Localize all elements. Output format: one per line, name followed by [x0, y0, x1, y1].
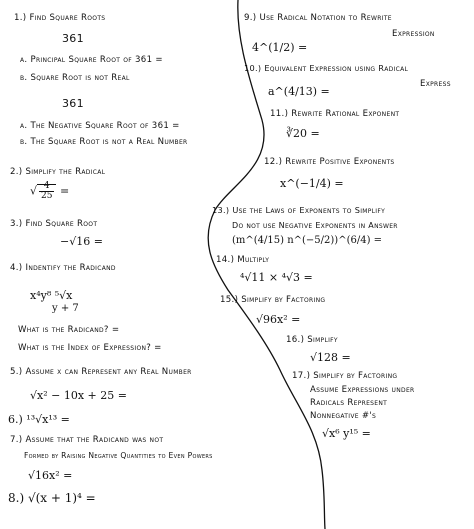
problem-5-expression: √x² − 10x + 25 = [30, 389, 127, 402]
problem-4-radicand-question: What is the Radicand? = [18, 325, 120, 335]
problem-16-title: 16.) Simplify [286, 335, 338, 345]
problem-2-numerator: 4 [39, 182, 54, 192]
problem-7-expression: √16x² = [28, 469, 73, 482]
problem-7-line-2: Formed by Raising Negative Quantities to Even Powers [24, 451, 213, 460]
problem-1-number: 361 [62, 32, 84, 45]
problem-9-line-2: Expression [392, 29, 435, 39]
problem-7-line-1: 7.) Assume that the Radicand was not [10, 435, 164, 445]
problem-12-expression: x^(−1/4) = [280, 177, 344, 190]
problem-4-denominator: y + 7 [52, 303, 79, 314]
problem-17-expression: √x⁶ y¹⁵ = [322, 427, 371, 440]
problem-11-title: 11.) Rewrite Rational Exponent [270, 109, 400, 119]
problem-2-equals: = [59, 184, 70, 198]
problem-3-title: 3.) Find Square Root [10, 219, 98, 229]
problem-2-denominator: 25 [41, 191, 53, 201]
problem-17-line-3: Radicals Represent [310, 398, 388, 408]
problem-17-line-1: 17.) Simplify by Factoring [292, 371, 398, 381]
problem-10-line-1: 10.) Equivalent Expression using Radical [244, 63, 409, 73]
problem-3-expression: −√16 = [60, 235, 103, 248]
problem-14-title: 14.) Multiply [216, 255, 270, 265]
problem-11-expression: ∛20 = [286, 127, 320, 140]
problem-13-line-2: Do not use Negative Exponents in Answer [232, 221, 398, 230]
problem-5-title: 5.) Assume x can Represent any Real Number [10, 367, 192, 377]
problem-1-title: 1.) Find Square Roots [14, 13, 106, 23]
problem-13-line-1: 13.) Use the Laws of Exponents to Simplify [212, 205, 386, 215]
problem-10-expression: a^(4/13) = [268, 85, 330, 98]
problem-17-line-2: Assume Expressions under [310, 385, 415, 395]
problem-17-line-4: Nonnegative #'s [310, 411, 377, 421]
problem-16-expression: √128 = [310, 351, 351, 364]
problem-9-line-1: 9.) Use Radical Notation to Rewrite [244, 13, 392, 23]
problem-15-expression: √96x² = [256, 313, 301, 326]
problem-10-line-2: Express [420, 79, 451, 89]
problem-4-index-question: What is the Index of Expression? = [18, 343, 162, 353]
problem-8-expression: 8.) √(x + 1)⁴ = [8, 491, 96, 505]
problem-12-title: 12.) Rewrite Positive Exponents [264, 157, 395, 167]
problem-1-part-b-2: b. The Square Root is not a Real Number [20, 137, 188, 147]
problem-2-expression: √ $\frac{4}{25}$ = [30, 181, 70, 201]
problem-4-expression: x⁴y⁸ ⁵√x [30, 289, 73, 302]
problem-9-expression: 4^(1/2) = [252, 41, 308, 54]
problem-1-part-b: b. Square Root is not Real [20, 73, 130, 83]
problem-1-part-a: a. Principal Square Root of 361 = [20, 55, 163, 65]
problem-4-title: 4.) Indentify the Radicand [10, 263, 116, 273]
problem-13-expression: (m^(4/15) n^(−5/2))^(6/4) = [232, 235, 383, 246]
problem-14-expression: ⁴√11 × ⁴√3 = [240, 271, 313, 284]
problem-1-part-a-2: a. The Negative Square Root of 361 = [20, 121, 180, 131]
problem-6-expression: 6.) ¹³√x¹³ = [8, 413, 70, 426]
problem-1-number-2: 361 [62, 97, 84, 110]
problem-2-title: 2.) Simplify the Radical [10, 167, 106, 177]
problem-15-title: 15.) Simplify by Factoring [220, 295, 326, 305]
